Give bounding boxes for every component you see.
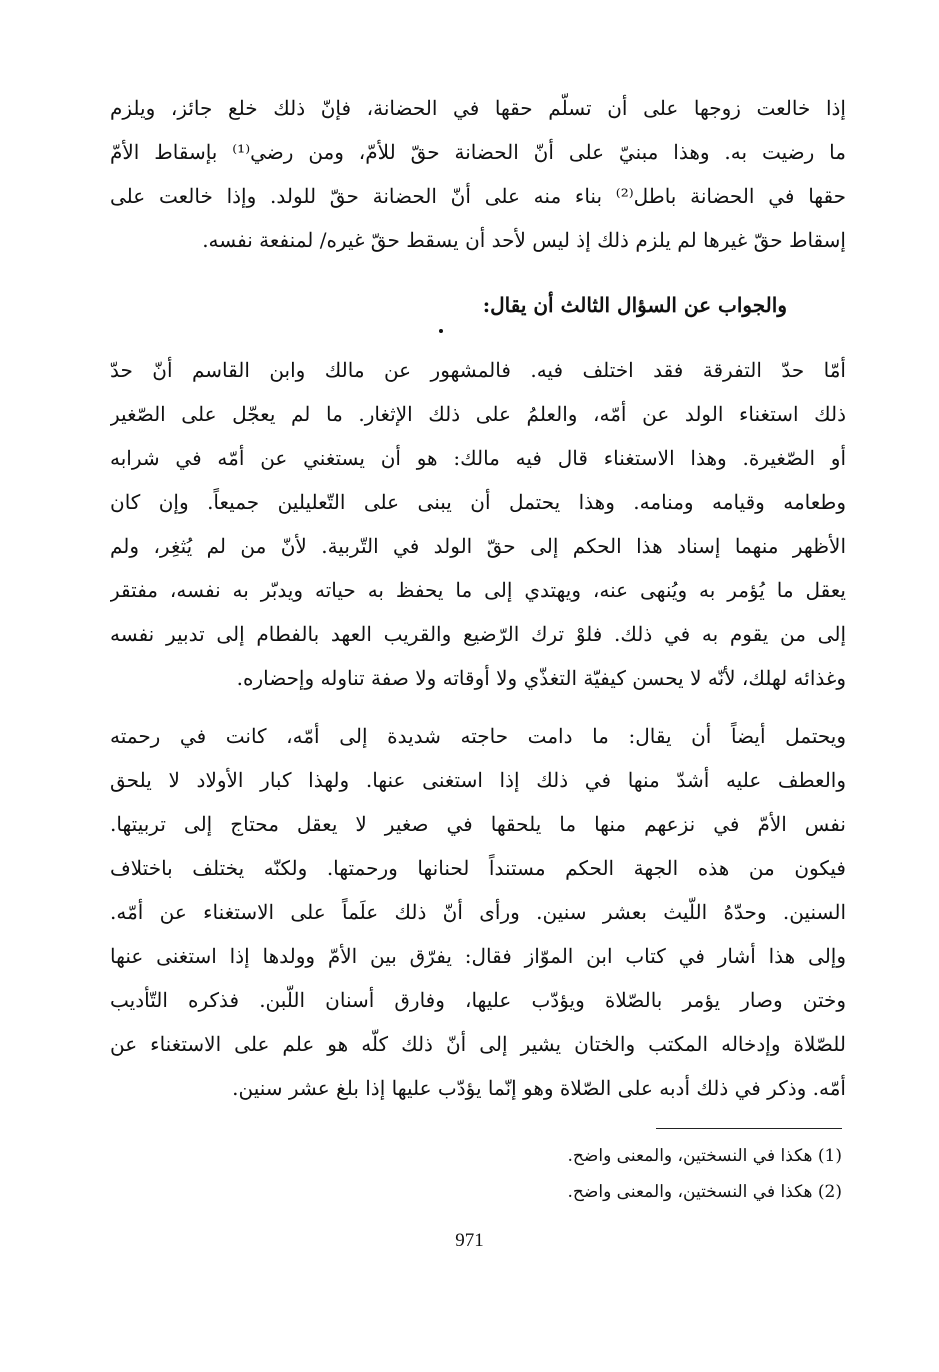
paragraph-1 xyxy=(110,86,846,262)
text-line: حقها في الحضانة باطل⁽²⁾ بناء منه على أنّ الحضانة حقّ للولد. وإذا خالعت على xyxy=(110,184,846,208)
text-line: أمّه. وذكر في ذلك أدبه على الصّلاة وهو إنّما يؤدّب عليها إذا بلغ عشر سنين. xyxy=(232,1076,846,1100)
text-line: ذلك استغناء الولد عن أمّه، والعلمُ على ذلك الإثغار. ما لم يعجّل على الصّغير xyxy=(110,402,846,426)
text-line: إذا خالعت زوجها على أن تسلّم حقها في الحضانة، فإنّ ذلك خلع جائز، ويلزم xyxy=(110,96,846,120)
text-line: والعطف عليه أشدّ منها في ذلك إذا استغنى عنها. ولهذا كبار الأولاد لا يلحق xyxy=(110,768,846,792)
text-line: أو الصّغيرة. وهذا الاستغناء قال فيه مالك: هو أن يستغني عن أمّه في شرابه xyxy=(110,446,846,470)
text-line: وختن وصار يؤمر بالصّلاة ويؤدّب عليها، وفارق أسنان اللّبن. فذكره التّأديب xyxy=(110,988,846,1012)
footnote-1: (1) هكذا في النسختين، والمعنى واضح. xyxy=(567,1146,842,1166)
text-line: السنين. وحدّهُ اللّيث بعشر سنين. ورأى أنّ ذلك علَماً على الاستغناء عن أمّه. xyxy=(110,900,846,924)
paragraph-3 xyxy=(110,714,846,1110)
text-line: للصّلاة وإدخاله المكتب والختان يشير إلى أنّ ذلك كلّه هو علم على الاستغناء عن xyxy=(110,1032,846,1056)
text-line: إسقاط حقّ غيرها لم يلزم ذلك إذ ليس لأحد أن يسقط حقّ غيره/ لمنفعة نفسه. xyxy=(202,228,846,252)
text-line: نفس الأمّ في نزعهم منها ما يلحقها في صغير لا يعقل محتاج إلى تربيتها. xyxy=(110,812,846,836)
text-line: يعقل ما يُؤمر به ويُنهى عنه، ويهتدي إلى ما يحفظ به حياته ويدبّر به نفسه، مفتقر xyxy=(110,578,846,602)
text-line: وطعامه وقيامه ومنامه. وهذا يحتمل أن يبنى على التّعليلين جميعاً. وإن كان xyxy=(110,490,846,514)
text-line: أمّا حدّ التفرقة فقد اختلف فيه. فالمشهور عن مالك وابن القاسم أنّ حدّ xyxy=(110,358,846,382)
ink-dot xyxy=(439,329,443,333)
footnote-separator xyxy=(656,1128,842,1129)
section-heading: والجواب عن السؤال الثالث أن يقال: xyxy=(482,293,787,317)
page-number: 971 xyxy=(455,1230,484,1251)
text-line: ويحتمل أيضاً أن يقال: ما دامت حاجته شديدة إلى أمّه، كانت في رحمته xyxy=(110,724,846,748)
text-line: وإلى هذا أشار في كتاب ابن الموّاز فقال: يفرّق بين الأمّ وولدها إذا استغنى عنها xyxy=(110,944,846,968)
text-line: الأظهر منهما إسناد هذا الحكم إلى حقّ الولد في التّربية. لأنّ من لم يُثغِر، ولم xyxy=(110,534,846,558)
text-line: فيكون من هذه الجهة الحكم مستنداً لحنانها ورحمتها. ولكنّه يختلف باختلاف xyxy=(110,856,846,880)
paragraph-2 xyxy=(110,348,846,700)
text-line: إلى من يقوم به في ذلك. فلوْ ترك الرّضيع والقريب العهد بالفطام إلى تدبير نفسه xyxy=(110,622,846,646)
footnotes xyxy=(480,1138,842,1210)
footnote-2: (2) هكذا في النسختين، والمعنى واضح. xyxy=(567,1182,842,1202)
text-line: وغذائه لهلك، لأنّه لا يحسن كيفيّة التغذّي ولا أوقاته ولا صفة تناوله وإحضاره. xyxy=(236,666,846,690)
text-line: ما رضيت به. وهذا مبنيّ على أنّ الحضانة حقّ للأمّ، ومن رضي⁽¹⁾ بإسقاط الأمّ xyxy=(110,140,846,164)
